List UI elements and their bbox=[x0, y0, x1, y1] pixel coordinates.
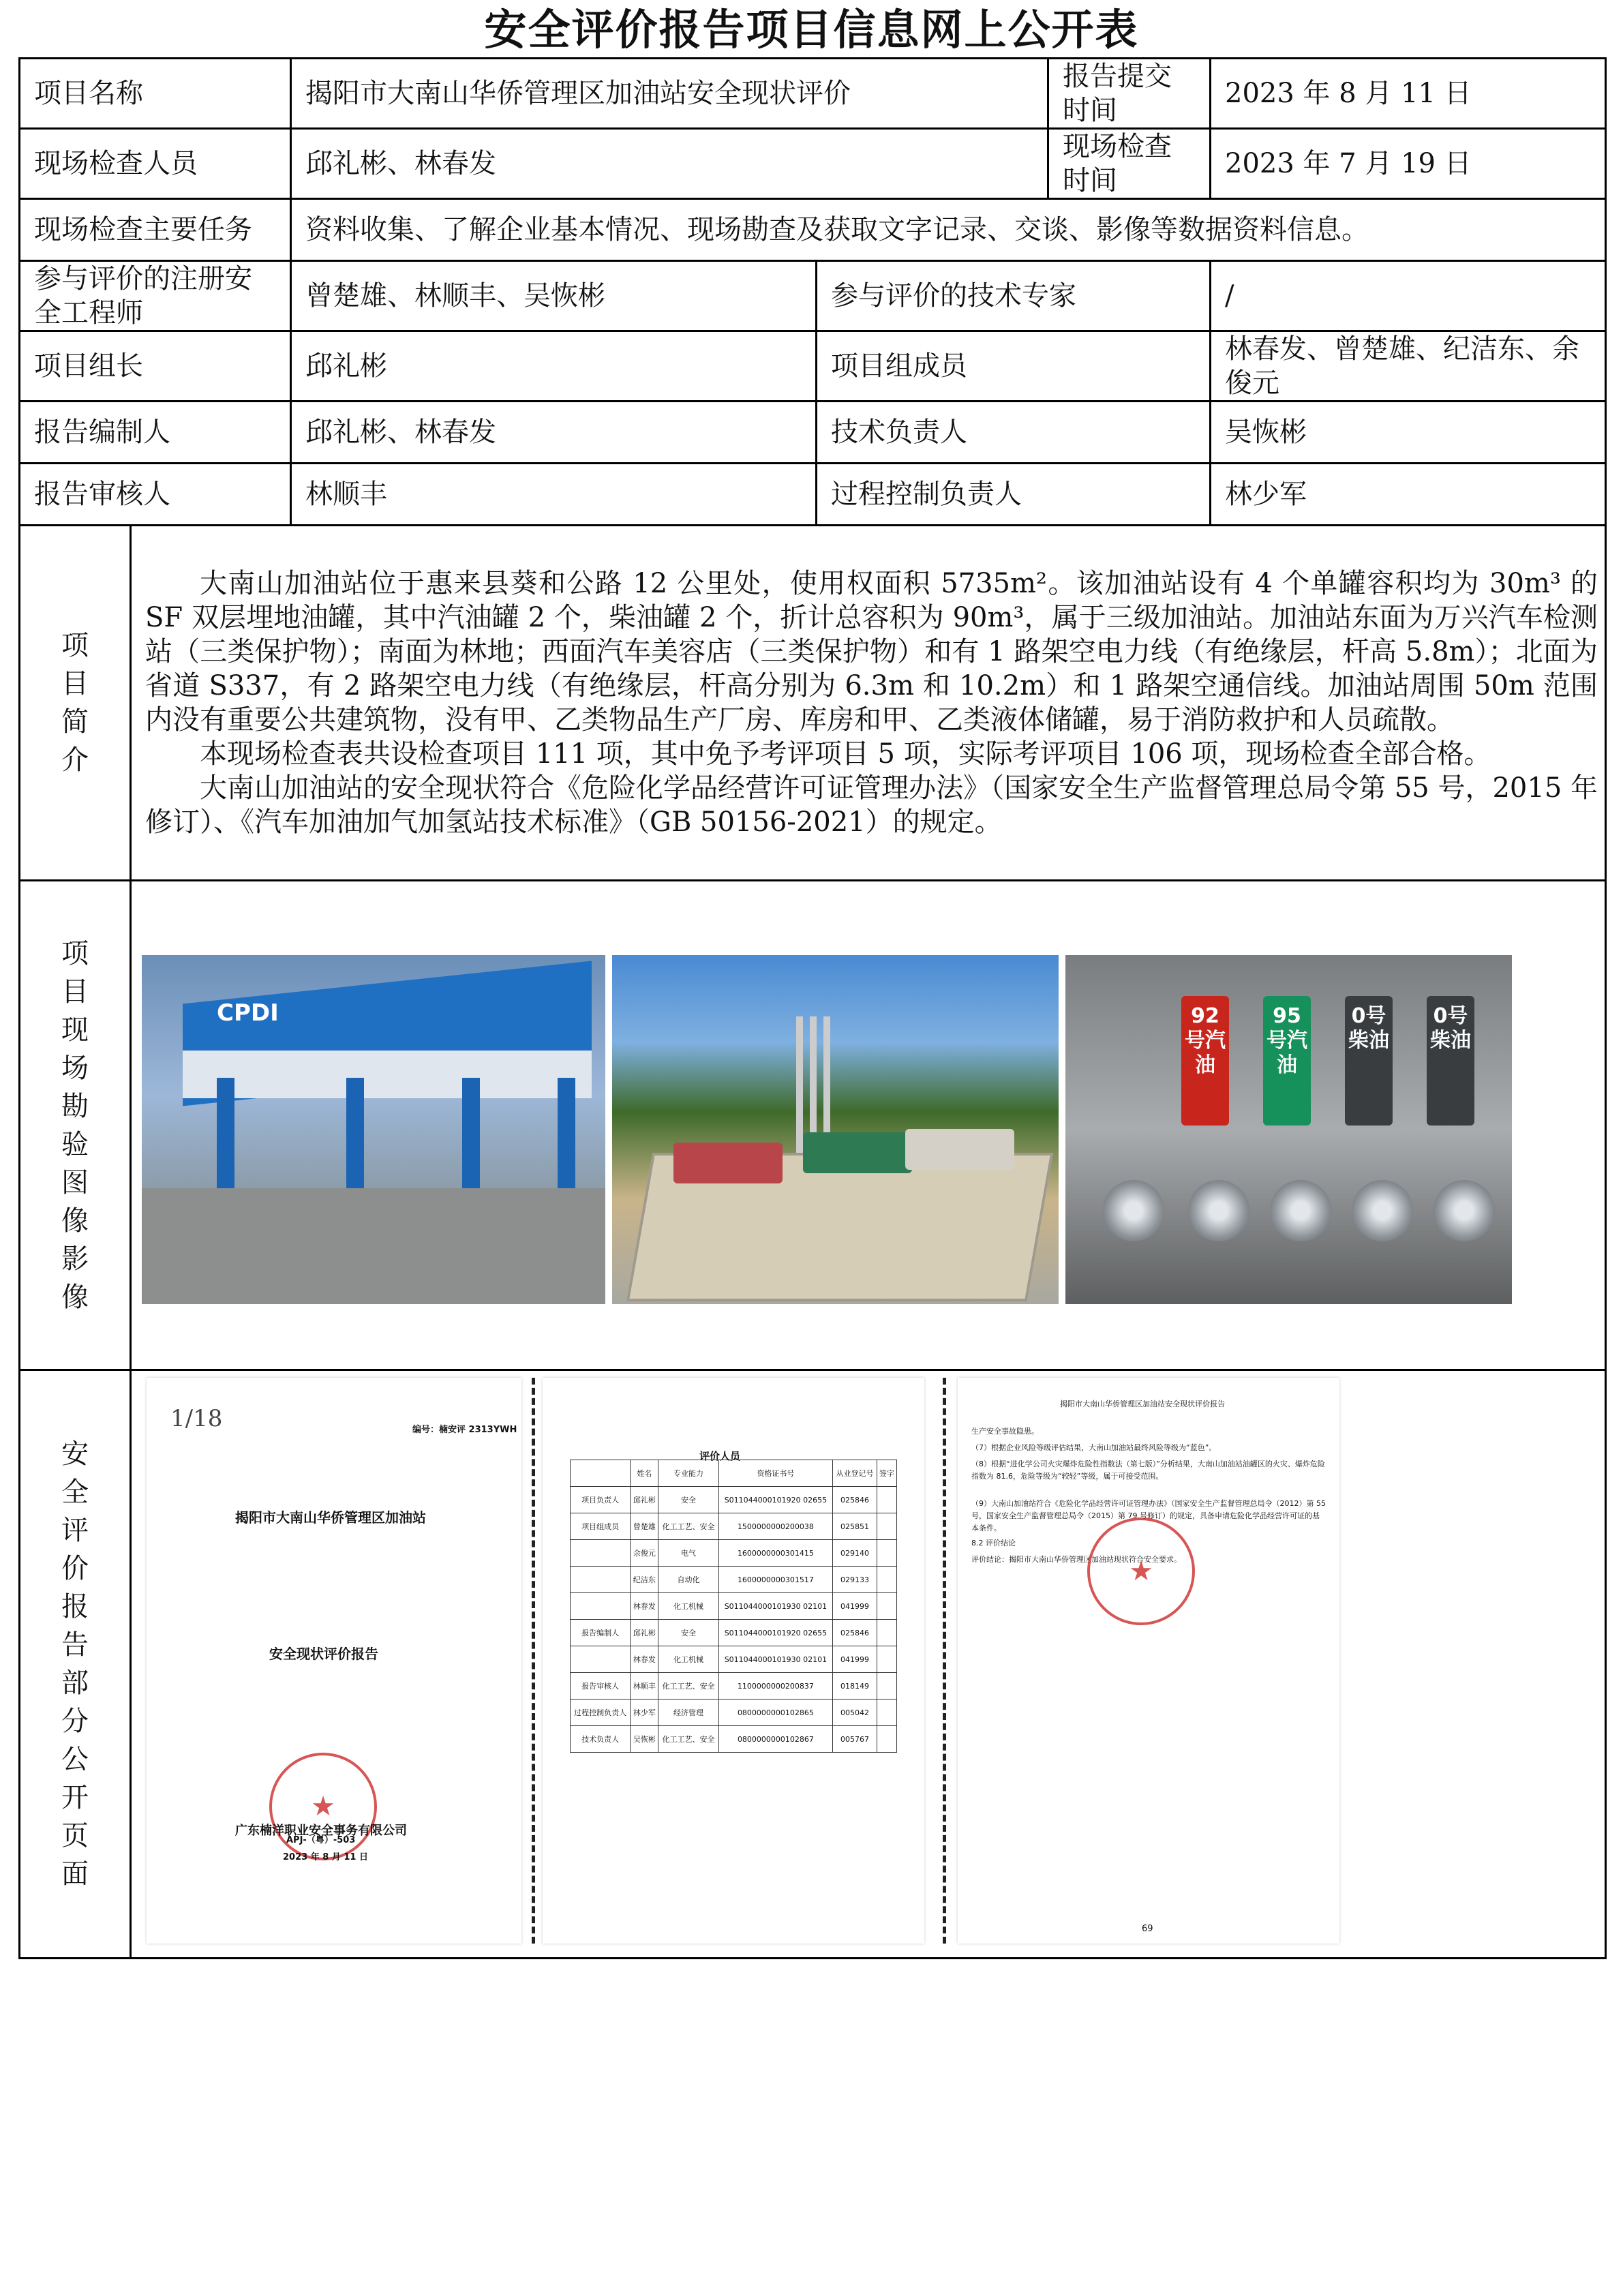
cover-license: APJ-（粤）-503 bbox=[286, 1835, 356, 1845]
process: 林少军 bbox=[1211, 464, 1606, 526]
conclusion-line: （8）根据“进化学公司火灾爆炸危险性指数法（第七版）”分析结果，大南山加油站油罐区的火灾、爆炸危险指数为 81.6，危险等级为“较轻”等级，属于可接受范围。 bbox=[971, 1460, 1325, 1481]
signature-cell bbox=[877, 1646, 896, 1673]
fuel-tag: 95号汽油 bbox=[1263, 996, 1311, 1126]
page-title: 安全评价报告项目信息网上公开表 bbox=[484, 5, 1139, 55]
eval-heading: 评价人员 bbox=[699, 1450, 741, 1462]
page-number: 69 bbox=[1142, 1924, 1153, 1934]
conclusion-page bbox=[958, 1378, 1339, 1944]
valve-icon bbox=[1434, 1180, 1495, 1241]
conclusion-header: 揭阳市大南山华侨管理区加油站安全现状评价报告 bbox=[1060, 1400, 1225, 1408]
vent-pole bbox=[796, 1016, 803, 1153]
info-table bbox=[18, 57, 1607, 1959]
report-label-text: 安全评价报告部分公开页面 bbox=[61, 1438, 89, 1890]
signature-cell bbox=[877, 1540, 896, 1567]
eval-cell: 化工工艺、安全 bbox=[658, 1513, 718, 1540]
inspectors: 邱礼彬、林春发 bbox=[291, 129, 1048, 199]
fuel-tag: 0号柴油 bbox=[1427, 996, 1474, 1126]
intro-label bbox=[20, 526, 131, 881]
conclusion-line: 生产安全事故隐患。 bbox=[971, 1427, 1039, 1436]
signature-cell bbox=[877, 1673, 896, 1700]
project-name-label: 项目名称 bbox=[20, 59, 291, 129]
eval-cell: 邱礼彬 bbox=[631, 1487, 658, 1513]
eval-header-cell: 资格证书号 bbox=[718, 1460, 833, 1487]
eval-cell: 化工工艺、安全 bbox=[658, 1673, 718, 1700]
valve-icon bbox=[1188, 1180, 1249, 1241]
task: 资料收集、了解企业基本情况、现场勘查及获取文字记录、交谈、影像等数据资料信息。 bbox=[291, 199, 1606, 261]
photos-label bbox=[20, 881, 131, 1370]
cover-serial: 编号：楠安评 2313YWH bbox=[412, 1425, 517, 1435]
intro-body bbox=[131, 526, 1606, 881]
eval-cell: 报告审核人 bbox=[571, 1673, 631, 1700]
eval-cell: 吴恢彬 bbox=[631, 1726, 658, 1753]
reviewer: 林顺丰 bbox=[291, 464, 817, 526]
project-name: 揭阳市大南山华侨管理区加油站安全现状评价 bbox=[291, 59, 1048, 129]
eval-cell: 项目组成员 bbox=[571, 1513, 631, 1540]
table-row bbox=[571, 1700, 897, 1726]
company-seal-icon: ★ bbox=[1087, 1517, 1195, 1625]
eval-header-cell: 专业能力 bbox=[658, 1460, 718, 1487]
eval-cell: 林春发 bbox=[631, 1646, 658, 1673]
eval-cell: 化工机械 bbox=[658, 1593, 718, 1620]
page-divider bbox=[532, 1378, 535, 1944]
table-row bbox=[571, 1620, 897, 1646]
canopy-logo: CPDI bbox=[217, 999, 279, 1027]
eval-cell: 项目负责人 bbox=[571, 1487, 631, 1513]
conclusion-line: 评价结论：揭阳市大南山华侨管理区加油站现状符合安全要求。 bbox=[971, 1555, 1181, 1564]
eval-cell: 1500000000200038 bbox=[718, 1513, 833, 1540]
table-row bbox=[571, 1540, 897, 1567]
tech-label: 技术负责人 bbox=[817, 402, 1211, 464]
engineers-label: 参与评价的注册安全工程师 bbox=[20, 261, 291, 331]
eval-cell: 029133 bbox=[833, 1567, 877, 1593]
eval-cell: S011044000101920 02655 bbox=[718, 1487, 833, 1513]
signature-cell bbox=[877, 1487, 896, 1513]
eval-cell: 自动化 bbox=[658, 1567, 718, 1593]
eval-cell bbox=[571, 1567, 631, 1593]
signature-cell bbox=[877, 1567, 896, 1593]
valve-photo bbox=[1065, 955, 1512, 1304]
eval-cell: 余俊元 bbox=[631, 1540, 658, 1567]
eval-header-cell bbox=[571, 1460, 631, 1487]
author: 邱礼彬、林春发 bbox=[291, 402, 817, 464]
process-label: 过程控制负责人 bbox=[817, 464, 1211, 526]
tank-cover bbox=[803, 1132, 912, 1173]
eval-cell: 041999 bbox=[833, 1646, 877, 1673]
eval-cell: 安全 bbox=[658, 1620, 718, 1646]
photos-label-text: 项目现场勘验图像影像 bbox=[61, 937, 89, 1313]
intro-paragraph-2: 本现场检查表共设检查项目 111 项，其中免予考评项目 5 项，实际考评项目 106 项，现场检查全部合格。 bbox=[200, 738, 1491, 770]
eval-cell: 电气 bbox=[658, 1540, 718, 1567]
cover-page bbox=[147, 1378, 521, 1944]
tank-cover bbox=[673, 1143, 783, 1183]
eval-cell: 1600000000301517 bbox=[718, 1567, 833, 1593]
eval-cell bbox=[571, 1646, 631, 1673]
table-row bbox=[571, 1487, 897, 1513]
signature-cell bbox=[877, 1513, 896, 1540]
leader: 邱礼彬 bbox=[291, 331, 817, 402]
cover-company: 揭阳市大南山华侨管理区加油站 bbox=[235, 1509, 426, 1526]
task-label: 现场检查主要任务 bbox=[20, 199, 291, 261]
photos-cell bbox=[131, 881, 1606, 1370]
eval-cell: 化工工艺、安全 bbox=[658, 1726, 718, 1753]
eval-cell: 林顺丰 bbox=[631, 1673, 658, 1700]
forecourt-ground bbox=[142, 1188, 605, 1304]
eval-cell: 018149 bbox=[833, 1673, 877, 1700]
eval-cell: 过程控制负责人 bbox=[571, 1700, 631, 1726]
engineers: 曾楚雄、林顺丰、吴恢彬 bbox=[291, 261, 817, 331]
valve-icon bbox=[1352, 1180, 1413, 1241]
eval-cell: 技术负责人 bbox=[571, 1726, 631, 1753]
eval-header-cell: 从业登记号 bbox=[833, 1460, 877, 1487]
eval-cell: 041999 bbox=[833, 1593, 877, 1620]
table-row bbox=[571, 1673, 897, 1700]
eval-cell: 025846 bbox=[833, 1620, 877, 1646]
members-label: 项目组成员 bbox=[817, 331, 1211, 402]
company-seal-icon: ★ bbox=[269, 1753, 377, 1860]
valve-icon bbox=[1270, 1180, 1331, 1241]
eval-header-cell: 姓名 bbox=[631, 1460, 658, 1487]
station-photo bbox=[142, 955, 605, 1304]
table-row bbox=[571, 1567, 897, 1593]
eval-cell: 025846 bbox=[833, 1487, 877, 1513]
intro-label-text: 项目简介 bbox=[61, 630, 89, 776]
fuel-tag: 92号汽油 bbox=[1181, 996, 1229, 1126]
experts-label: 参与评价的技术专家 bbox=[817, 261, 1211, 331]
eval-cell: 005767 bbox=[833, 1726, 877, 1753]
eval-cell: 林春发 bbox=[631, 1593, 658, 1620]
members: 林春发、曾楚雄、纪洁东、余俊元 bbox=[1211, 331, 1606, 402]
eval-cell: 纪洁东 bbox=[631, 1567, 658, 1593]
table-row bbox=[571, 1513, 897, 1540]
eval-cell: 林少军 bbox=[631, 1700, 658, 1726]
evaluators-table bbox=[570, 1460, 897, 1753]
inspect-time-label: 现场检查时间 bbox=[1048, 129, 1211, 199]
eval-cell: 029140 bbox=[833, 1540, 877, 1567]
eval-cell: 1100000000200837 bbox=[718, 1673, 833, 1700]
conclusion-line: （9）大南山加油站符合《危险化学品经营许可证管理办法》（国家安全生产监督管理总局令（2012）第 55 号，国家安全生产监督管理总局令（2015）第 79 号修订）的规定，具备申请危险化学品经营许可证的基本条件。 bbox=[971, 1499, 1326, 1532]
eval-header-cell: 签字 bbox=[877, 1460, 896, 1487]
eval-cell: 0800000000102865 bbox=[718, 1700, 833, 1726]
table-row bbox=[571, 1726, 897, 1753]
eval-cell: 025851 bbox=[833, 1513, 877, 1540]
valve-icon bbox=[1103, 1180, 1164, 1241]
signature-cell bbox=[877, 1620, 896, 1646]
tech: 吴恢彬 bbox=[1211, 402, 1606, 464]
eval-cell bbox=[571, 1540, 631, 1567]
inspect-time: 2023 年 7 月 19 日 bbox=[1211, 129, 1606, 199]
eval-cell: 曾楚雄 bbox=[631, 1513, 658, 1540]
experts: / bbox=[1211, 261, 1606, 331]
report-pages-cell bbox=[131, 1370, 1606, 1959]
eval-cell: 化工机械 bbox=[658, 1646, 718, 1673]
eval-cell: S011044000101920 02655 bbox=[718, 1620, 833, 1646]
conclusion-line: 8.2 评价结论 bbox=[971, 1539, 1016, 1547]
tank-area-photo bbox=[612, 955, 1059, 1304]
table-row bbox=[571, 1646, 897, 1673]
reviewer-label: 报告审核人 bbox=[20, 464, 291, 526]
eval-cell: 报告编制人 bbox=[571, 1620, 631, 1646]
cover-org: 广东楠洋职业安全事务有限公司 bbox=[235, 1824, 407, 1838]
author-label: 报告编制人 bbox=[20, 402, 291, 464]
conclusion-line: （7）根据企业风险等级评估结果，大南山加油站最终风险等级为“蓝色”。 bbox=[971, 1443, 1217, 1452]
submit-time-label: 报告提交时间 bbox=[1048, 59, 1211, 129]
eval-cell: 0800000000102867 bbox=[718, 1726, 833, 1753]
report-label bbox=[20, 1370, 131, 1959]
intro-paragraph-3: 大南山加油站的安全现状符合《危险化学品经营许可证管理办法》（国家安全生产监督管理总局令第 55 号，2015 年修订）、《汽车加油加气加氢站技术标准》（GB 50156-2021）的规定。 bbox=[145, 772, 1598, 838]
handwritten-note: 1/18 bbox=[170, 1405, 223, 1432]
signature-cell bbox=[877, 1593, 896, 1620]
canopy-underside bbox=[183, 1051, 592, 1098]
eval-cell: S011044000101930 02101 bbox=[718, 1646, 833, 1673]
eval-cell: 005042 bbox=[833, 1700, 877, 1726]
eval-cell: 邱礼彬 bbox=[631, 1620, 658, 1646]
inspectors-label: 现场检查人员 bbox=[20, 129, 291, 199]
submit-time: 2023 年 8 月 11 日 bbox=[1211, 59, 1606, 129]
tank-cover bbox=[905, 1129, 1014, 1170]
eval-cell bbox=[571, 1593, 631, 1620]
table-row bbox=[571, 1593, 897, 1620]
evaluators-page bbox=[543, 1378, 924, 1944]
fuel-tag: 0号柴油 bbox=[1345, 996, 1393, 1126]
signature-cell bbox=[877, 1726, 896, 1753]
eval-cell: 经济管理 bbox=[658, 1700, 718, 1726]
leader-label: 项目组长 bbox=[20, 331, 291, 402]
eval-cell: 安全 bbox=[658, 1487, 718, 1513]
cover-date: 2023 年 8 月 11 日 bbox=[283, 1852, 368, 1862]
eval-cell: 1600000000301415 bbox=[718, 1540, 833, 1567]
cover-title: 安全现状评价报告 bbox=[269, 1646, 378, 1662]
page-divider bbox=[943, 1378, 946, 1944]
intro-paragraph-1: 大南山加油站位于惠来县葵和公路 12 公里处，使用权面积 5735m²。该加油站设有 4 个单罐容积均为 30m³ 的 SF 双层埋地油罐，其中汽油罐 2 个，柴油罐 2 个，折计总容积为 90m³，属于三级加油站。加油站东面为万兴汽车检测站（三类保护物）；南面为林地；西面汽车美容店（三类保护物）和有 1 路架空电力线（有绝缘层，杆高 5.8m）；北面为省道 S337，有 2 路架空电力线（有绝缘层，杆高分别为 6.3m 和 10.2m）和 1 路架空通信线。加油站周围 50m 范围内没有重要公共建筑物，没有甲、乙类物品生产厂房、库房和甲、乙类液体储罐，易于消防救护和人员疏散。 bbox=[145, 568, 1598, 736]
signature-cell bbox=[877, 1700, 896, 1726]
eval-cell: S011044000101930 02101 bbox=[718, 1593, 833, 1620]
